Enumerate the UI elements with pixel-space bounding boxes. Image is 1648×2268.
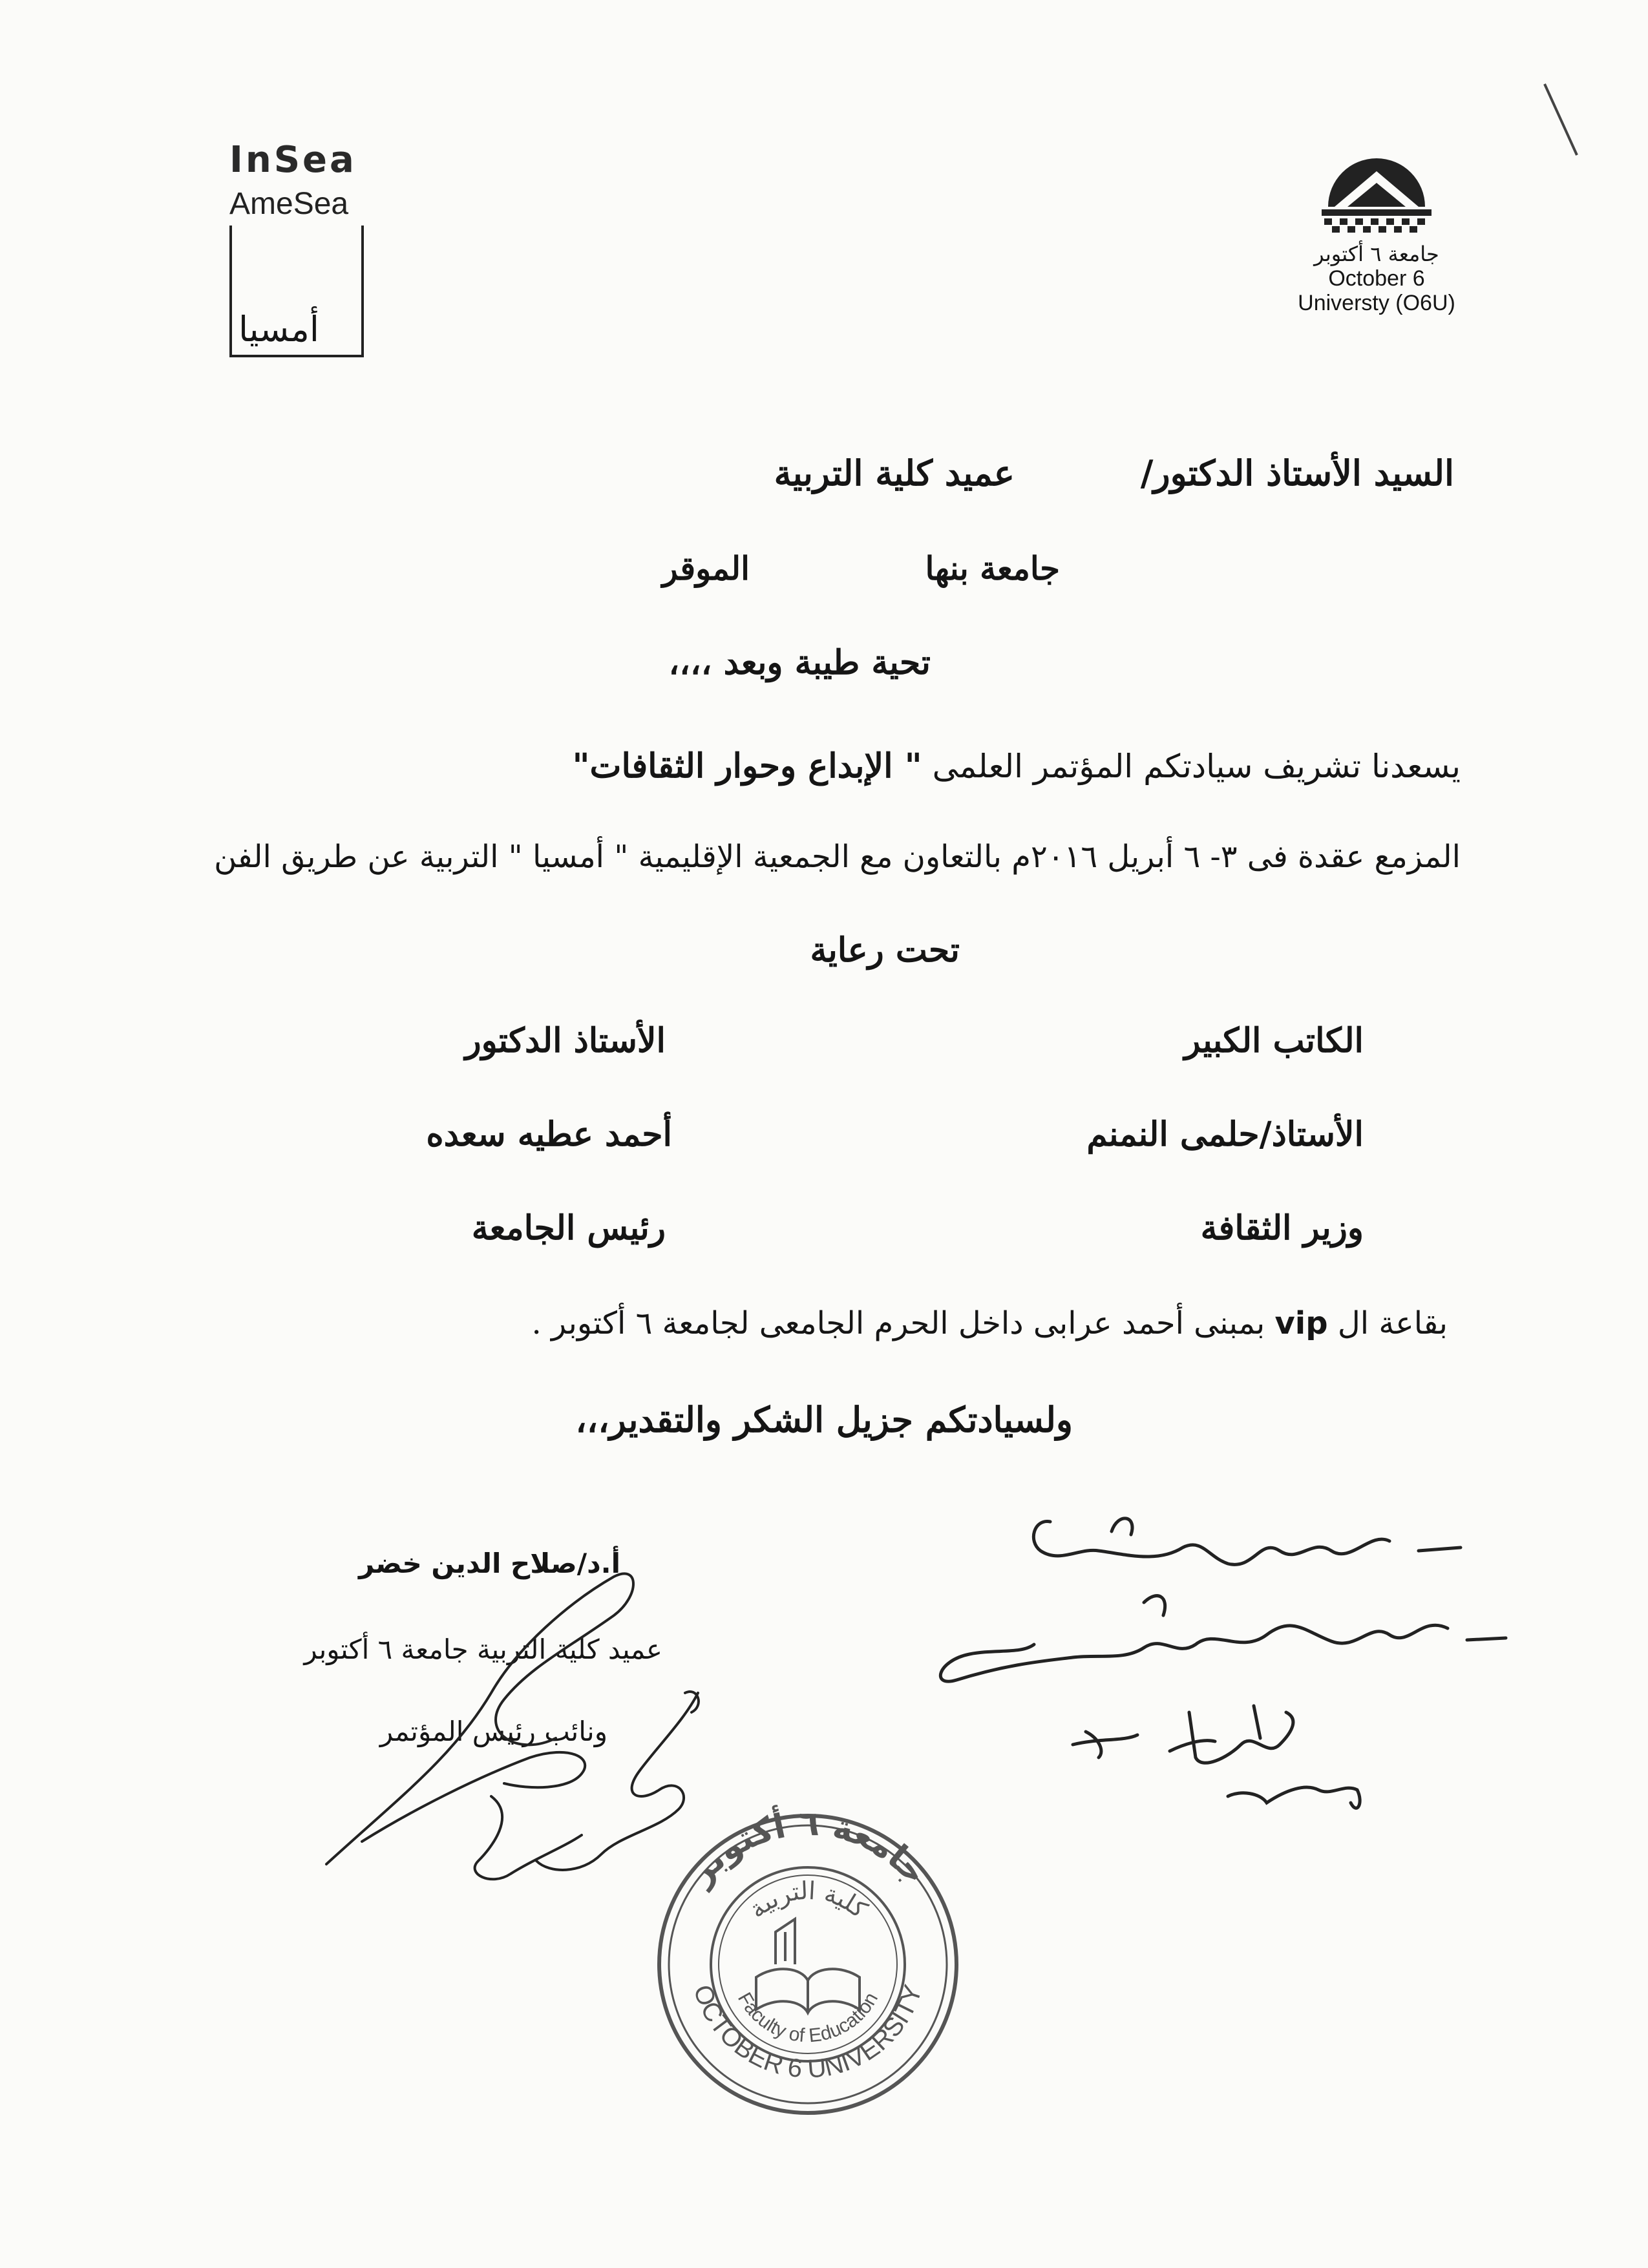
stamp-inner-arabic: كلية التربية	[743, 1876, 873, 1924]
conference-name: " الإبداع وحوار الثقافات"	[572, 746, 922, 786]
amesea-wordmark: AmeSea	[229, 187, 349, 221]
conference-date-line: المزمع عقدة فى ٣- ٦ أبريل ٢٠١٦م بالتعاون مع الجمعية الإقليمية " أمسيا " التربية عن طريق الفن	[214, 839, 1461, 875]
faculty-stamp	[659, 1803, 956, 2113]
patron1-role: وزير الثقافة	[1200, 1208, 1364, 1248]
venue-vip: vip	[1274, 1305, 1328, 1341]
signature-scribble	[326, 1573, 699, 1879]
open-book-icon	[756, 1919, 860, 2013]
svg-text:كلية التربية	[743, 1876, 873, 1924]
invitation-text: يسعدنا تشريف سيادتكم المؤتمر العلمى	[932, 748, 1461, 785]
stamp-faculty-en: Faculty of Education	[733, 1989, 883, 2047]
patronage-heading: تحت رعاية	[810, 930, 960, 970]
closing-thanks: ولسيادتكم جزيل الشكر والتقدير،،،	[575, 1399, 1073, 1440]
insea-wordmark: InSea	[229, 139, 357, 181]
patron2-title: الأستاذ الدكتور	[465, 1021, 666, 1060]
addressee-title: عميد كلية التربية	[774, 452, 1015, 494]
corner-pen-mark	[1545, 84, 1577, 155]
stamp-university-en: OCTOBER 6 UNIVERSITY	[688, 1981, 928, 2084]
honorific: الموقر	[662, 549, 750, 587]
venue-suffix: بمبنى أحمد عرابى داخل الحرم الجامعى لجامعة ٦ أكتوبر .	[531, 1305, 1265, 1341]
signatory-name: أ.د/صلاح الدين خضر	[358, 1548, 620, 1579]
patron2-role: رئيس الجامعة	[471, 1208, 666, 1248]
patron2-name: أحمد عطيه سعده	[426, 1115, 672, 1154]
addressee: السيد الأستاذ الدكتور/	[1140, 452, 1454, 494]
stamp-outer-arabic: جامعة ٦ أكتوبر	[681, 1804, 935, 1893]
o6u-english-name-line1: October 6	[1328, 266, 1425, 291]
handwritten-note	[940, 1518, 1506, 1808]
venue-prefix: بقاعة ال	[1337, 1305, 1448, 1341]
o6u-arabic-name: جامعة ٦ أكتوبر	[1314, 242, 1439, 266]
addressee-university: جامعة بنها	[925, 549, 1060, 587]
signatory-role-secondary: ونائب رئيس المؤتمر	[379, 1716, 607, 1747]
patron1-name: الأستاذ/حلمى النمنم	[1086, 1115, 1364, 1154]
patron1-title: الكاتب الكبير	[1184, 1021, 1364, 1060]
o6u-english-name-line2: Universty (O6U)	[1298, 291, 1455, 315]
amesea-arabic-mark: أمسيا	[238, 309, 319, 350]
greeting: تحية طيبة وبعد ،،،،	[668, 643, 931, 682]
signatory-role: عميد كلية التربية جامعة ٦ أكتوبر	[304, 1633, 662, 1665]
